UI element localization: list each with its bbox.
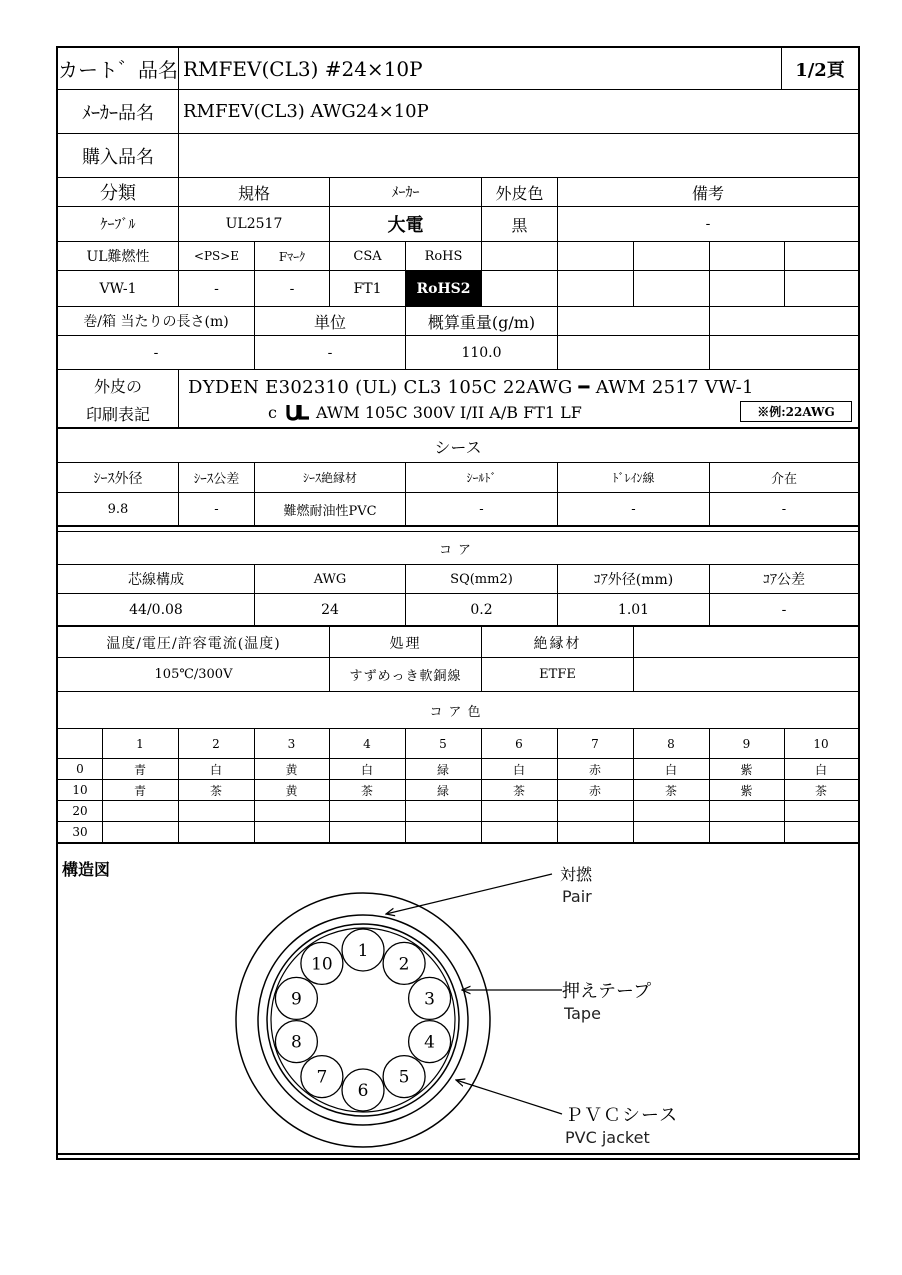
core-color-cell [405,801,481,821]
drain-wire-header: ﾄﾞﾚｲﾝ線 [612,471,655,485]
core-color-cell: 黄 [285,783,298,798]
jacket-color-value: 黒 [511,215,528,235]
core-color-cell: 白 [209,762,222,777]
core-color-cell: 茶 [814,783,827,798]
core-color-cell: 白 [512,762,525,777]
sheath-material-header: ｼｰｽ絶縁材 [302,471,357,485]
temp-voltage-header: 温度/電圧/許容電流(温度) [106,635,281,652]
rule [633,241,634,306]
core-color-column-header: 5 [439,736,447,751]
print-line-2: AWM 105C 300V I/II A/B FT1 LF [316,402,582,422]
core-section-title: コア [438,543,477,558]
core-color-cell: 紫 [740,762,753,777]
core-color-column-header: 1 [136,736,144,751]
core-color-cell: 緑 [436,783,449,798]
sheath-od-value: 9.8 [107,501,129,517]
classification-header: 分類 [100,183,136,204]
sheath-material-value: 難燃耐油性PVC [283,503,377,519]
treatment-value: すずめっき軟銅線 [349,669,462,684]
maker-product-value: RMFEV(CL3) AWG24×10P [183,101,429,122]
core-color-cell: 紫 [740,783,753,798]
rule [557,306,558,369]
core-od-header: ｺｱ外径(mm) [593,572,674,588]
classification-value: ｹｰﾌﾞﾙ [100,217,136,233]
jacket-color-header: 外皮色 [495,183,544,203]
rule [557,241,558,306]
core-number: 1 [357,941,369,961]
core-color-column-header: 10 [813,736,829,751]
pse-value: - [214,280,219,297]
drain-wire-value: - [631,501,636,517]
core-color-title: コア色 [429,704,487,720]
sq-value: 0.2 [470,601,493,618]
f-mark-value: - [289,280,295,297]
core-color-cell [254,822,329,842]
core-number: 3 [424,989,436,1010]
core-color-cell: 茶 [209,783,222,798]
rule [56,369,860,370]
core-color-cell [405,822,481,842]
core-color-cell: 黄 [285,762,298,777]
rule [56,625,860,627]
core-color-cell [481,822,557,842]
sq-header: SQ(mm2) [450,571,513,587]
pse-header: <PS>E [193,249,240,263]
ul-flame-value: VW-1 [99,280,137,297]
awg-header: AWG [313,571,347,587]
core-color-cell [557,822,633,842]
print-label-2: 印刷表記 [85,404,150,424]
standard-value: UL2517 [225,216,283,232]
core-color-cell [633,822,709,842]
core-number: 6 [357,1081,369,1101]
callout-jacket-en: PVC jacket [565,1127,650,1147]
print-example-box: ※例:22AWG [740,401,852,422]
core-od-value: 1.01 [617,601,650,618]
insulation-header: 絶縁材 [533,635,582,652]
core-color-cell: 青 [133,762,146,777]
rule [709,306,710,369]
rule [56,525,860,527]
unit-header: 単位 [313,312,346,332]
core-color-cell [633,801,709,821]
core-color-cell: 白 [360,762,373,777]
core-color-cell [784,801,858,821]
callout-tape-jp: 押えテープ [562,981,652,1002]
core-color-cell [481,801,557,821]
rule [178,369,179,427]
filler-header: 介在 [770,472,797,487]
core-number: 5 [398,1067,410,1088]
rule [481,241,482,306]
core-number: 8 [290,1032,302,1053]
core-color-cell: 白 [814,762,827,777]
treatment-header: 処理 [389,635,422,652]
core-color-row-label: 30 [72,825,88,839]
structure-diagram [56,844,860,1152]
core-number: 9 [290,989,302,1010]
core-color-column-header: 2 [212,736,220,751]
conductor-value: 44/0.08 [129,601,183,618]
csa-value: FT1 [353,280,382,297]
sheath-tolerance-header: ｼｰｽ公差 [193,472,240,487]
rule [709,241,710,306]
card-name-value: RMFEV(CL3) #24×10P [183,56,423,81]
core-color-cell [329,822,405,842]
print-label: 外皮の [93,376,142,396]
core-color-cell [254,801,329,821]
rule [784,241,785,306]
core-color-cell: 茶 [360,783,373,798]
print-line-1: DYDEN E302310 (UL) CL3 105C 22AWG ━ AWM 2517 VW-1 [188,376,754,398]
structure-diagram-title: 構造図 [62,859,111,879]
insulation-value: ETFE [539,667,576,682]
remarks-value: - [705,216,711,232]
core-color-cell: 茶 [512,783,525,798]
core-color-cell: 緑 [436,762,449,777]
core-tolerance-header: ｺｱ公差 [763,572,805,588]
ul-flame-header: UL難燃性 [86,249,150,265]
rule [56,1153,860,1155]
rule [56,531,860,532]
length-value: - [153,344,159,361]
rohs-header: RoHS [424,248,463,264]
core-color-cell [709,801,784,821]
core-number: 2 [398,954,410,975]
callout-tape-en: Tape [564,1003,601,1023]
core-number: 7 [316,1067,328,1088]
page-number: 1/2頁 [795,59,845,81]
core-tolerance-value: - [781,601,787,618]
csa-header: CSA [353,248,382,264]
ul-recognized-mark-icon [284,402,314,422]
core-color-column-header: 4 [363,736,371,751]
callout-pair-jp: 対撚 [560,864,593,884]
temp-voltage-value: 105℃/300V [154,667,233,682]
weight-header: 概算重量(g/m) [427,312,536,332]
f-mark-header: Fﾏｰｸ [278,249,306,264]
shield-value: - [479,501,484,517]
core-color-cell: 赤 [588,783,601,798]
core-color-cell: 茶 [664,783,677,798]
core-color-row-label: 20 [72,804,88,818]
shield-header: ｼｰﾙﾄﾞ [466,471,497,485]
length-header: 巻/箱 当たりの長さ(m) [83,314,229,330]
sheath-section-title: シース [434,437,482,457]
core-color-column-header: 8 [667,736,675,751]
sheath-od-header: ｼｰｽ外径 [93,470,143,487]
core-color-column-header: 9 [742,736,751,751]
core-color-cell [178,822,254,842]
core-color-row-label: 10 [72,783,88,797]
core-color-cell [178,801,254,821]
rule [633,625,634,691]
maker-header: ﾒｰｶｰ [391,185,420,201]
weight-value: 110.0 [461,344,502,361]
core-color-cell [102,822,178,842]
core-color-cell [784,822,858,842]
core-color-column-header: 3 [287,736,296,751]
purchase-value [179,134,783,177]
filler-value: - [781,501,787,517]
purchase-label: 購入品名 [82,146,154,168]
awg-value: 24 [321,601,339,618]
standard-header: 規格 [237,183,270,203]
core-color-cell [709,822,784,842]
core-color-cell [329,801,405,821]
core-color-cell [557,801,633,821]
core-number: 4 [424,1032,436,1053]
core-color-cell: 赤 [588,762,601,777]
rohs-badge: RoHS2 [406,271,481,306]
rule [56,427,860,429]
conductor-header: 芯線構成 [128,572,184,588]
core-color-column-header: 7 [591,736,599,751]
maker-value: 大電 [387,215,424,236]
core-color-cell [102,801,178,821]
core-number: 10 [311,954,333,975]
core-color-cell: 青 [133,783,146,798]
pair-callout-line [386,874,552,914]
sheath-tolerance-value: - [214,501,219,517]
card-name-label: カート゛品名 [58,58,178,82]
core-color-column-header: 6 [515,736,523,751]
callout-jacket-jp: ＰＶＣシース [565,1105,679,1126]
jacket-callout-line [456,1080,562,1114]
maker-product-label: ﾒｰｶｰ品名 [82,102,154,124]
unit-value: - [327,344,333,361]
callout-pair-en: Pair [562,886,592,906]
remarks-header: 備考 [691,183,724,203]
core-color-cell: 白 [664,762,677,777]
core-color-row-label: 0 [76,762,84,776]
print-line-2-prefix: c [268,402,277,422]
